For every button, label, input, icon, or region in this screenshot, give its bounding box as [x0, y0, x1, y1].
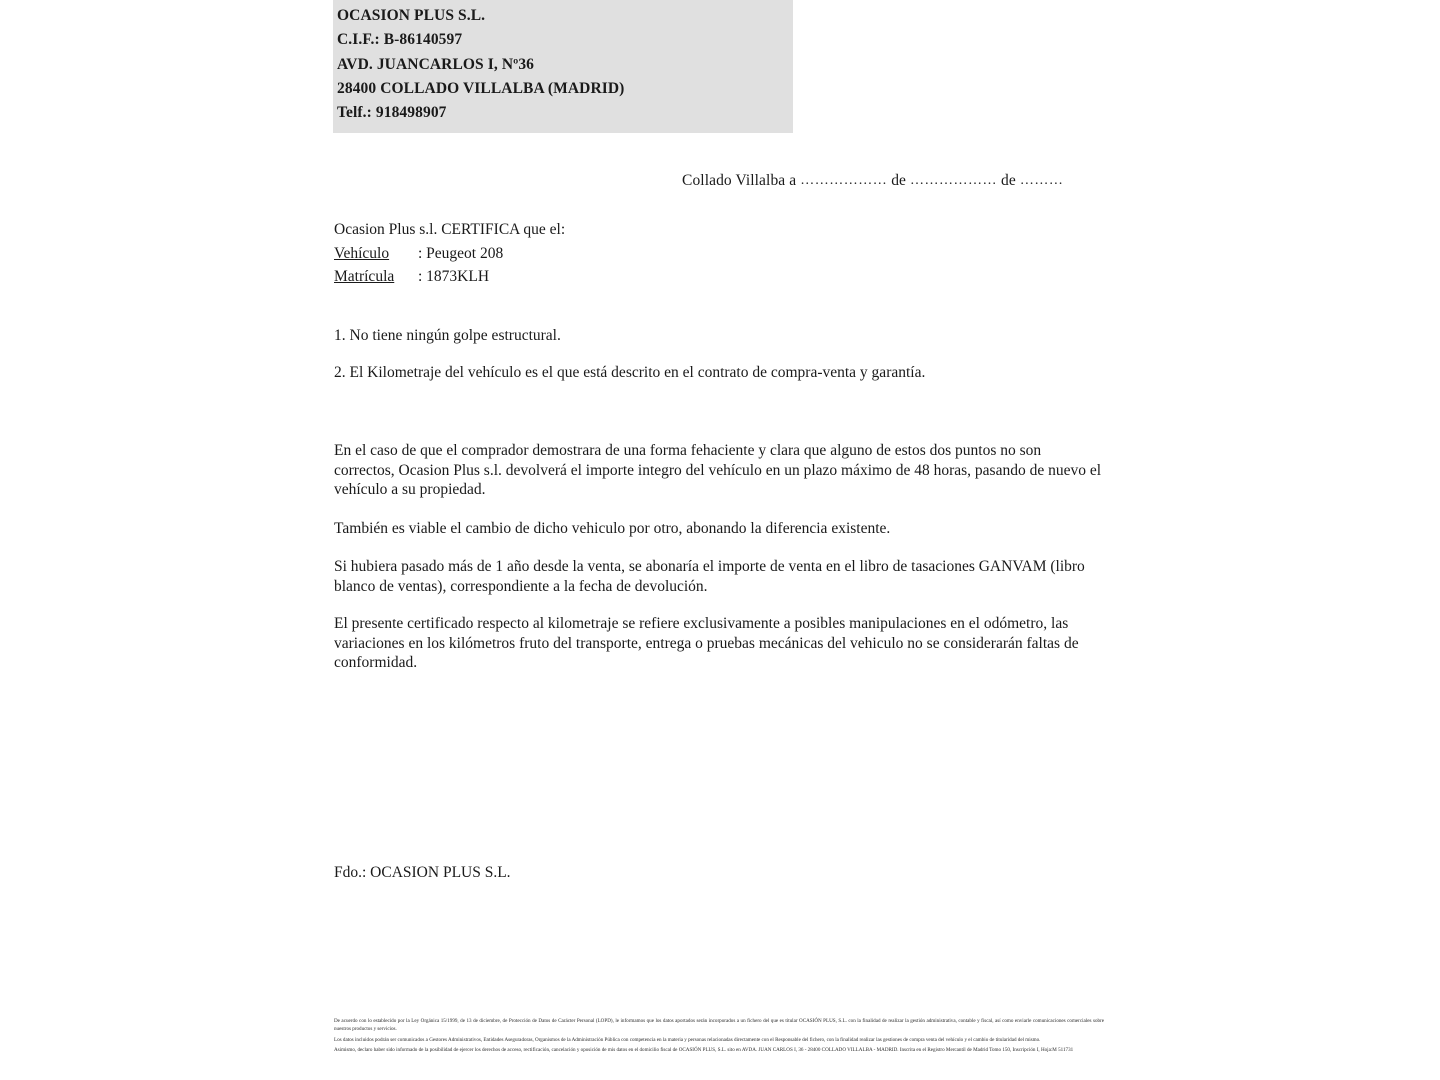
- signature-line: Fdo.: OCASION PLUS S.L.: [334, 864, 511, 881]
- certifica-intro: Ocasion Plus s.l. CERTIFICA que el:: [334, 221, 566, 238]
- company-phone: Telf.: 918498907: [337, 104, 447, 122]
- date-line: [682, 172, 1063, 190]
- certification-block: [334, 218, 565, 289]
- vehicle-label: Vehículo: [334, 244, 390, 262]
- date-day-fill: ………………: [800, 173, 888, 188]
- date-sep-1: de: [891, 172, 907, 189]
- paragraph-odometer: El presente certificado respecto al kilometraje se refiere exclusivamente a posibles manipulaciones en el odómetro, las variaciones en los kilómetros fruto del transporte, entrega o pruebas mecánicas del vehiculo no se considerarán faltas de conformidad.: [334, 615, 1079, 672]
- vehicle-value: : Peugeot 208: [418, 244, 504, 262]
- company-city: 28400 COLLADO VILLALBA (MADRID): [337, 79, 625, 97]
- legal-fine-print: [334, 1018, 1104, 1058]
- legal-paragraph-1: De acuerdo con lo establecido por la Ley Orgánica 15/1999, de 13 de diciembre, de Protección de Datos de Carácter Personal (LOPD), le informamos que los datos aportados serán incorporados a un fichero del que es titular OCASIÓN PLUS, S.L. con la finalidad de realizar la gestión administrativa, contable y fiscal, así como enviarle comunicaciones comerciales sobre nuestros productos y servicios.: [334, 1018, 1104, 1032]
- plate-row: [334, 265, 565, 289]
- paragraph-refund: En el caso de que el comprador demostrara de una forma fehaciente y clara que alguno de estos dos puntos no son correctos, Ocasion Plus s.l. devolverá el importe integro del vehículo en un plazo máximo de 48 horas, pasando de nuevo el vehículo a su propiedad.: [334, 442, 1102, 499]
- certified-point-2: 2. El Kilometraje del vehículo es el que está descrito en el contrato de compra-venta y garantía.: [334, 364, 926, 381]
- plate-value: : 1873KLH: [418, 268, 490, 285]
- certified-point-1: 1. No tiene ningún golpe estructural.: [334, 327, 561, 344]
- vehicle-row: [334, 242, 565, 266]
- date-sep-2: de: [1001, 172, 1016, 189]
- legal-paragraph-3: Asimismo, declaro haber sido informado de la posibilidad de ejercer los derechos de acceso, rectificación, cancelación y oposición de mis datos en el domicilio fiscal de OCASIÓN PLUS, S.L. sito en AVDA. JUAN CARLOS I, 36 - 28400 COLLADO VILLALBA - MADRID. Inscrita en el Registro Mercantil de Madrid Tomo 150, Inscripción I, Hoja:M 511731: [334, 1047, 1074, 1054]
- plate-label: Matrícula: [334, 268, 395, 285]
- company-name: OCASION PLUS S.L.: [337, 7, 486, 24]
- paragraph-exchange: También es viable el cambio de dicho vehiculo por otro, abonando la diferencia existente.: [334, 520, 891, 537]
- company-header-block: [333, 0, 793, 133]
- company-address: AVD. JUANCARLOS I, Nº36: [337, 55, 535, 73]
- paragraph-ganvam: Si hubiera pasado más de 1 año desde la venta, se abonaría el importe de venta en el libro de tasaciones GANVAM (libro blanco de ventas), correspondiente a la fecha de devolución.: [334, 558, 1085, 595]
- legal-paragraph-2: Los datos incluidos podrán ser comunicados a Gestores Administrativos, Entidades Aseguradoras, Organismos de la Administración Pública con competencia en la materia y personas relacionadas directamente con el Responsable del fichero, con la finalidad realizar las gestiones de compra venta del vehículo y el cambio de titularidad del mismo.: [334, 1036, 1041, 1043]
- company-cif: C.I.F.: B-86140597: [337, 31, 463, 49]
- date-year-fill: ………: [1019, 173, 1064, 188]
- date-month-fill: ………………: [910, 173, 998, 188]
- date-line-prefix: Collado Villalba a: [682, 172, 797, 189]
